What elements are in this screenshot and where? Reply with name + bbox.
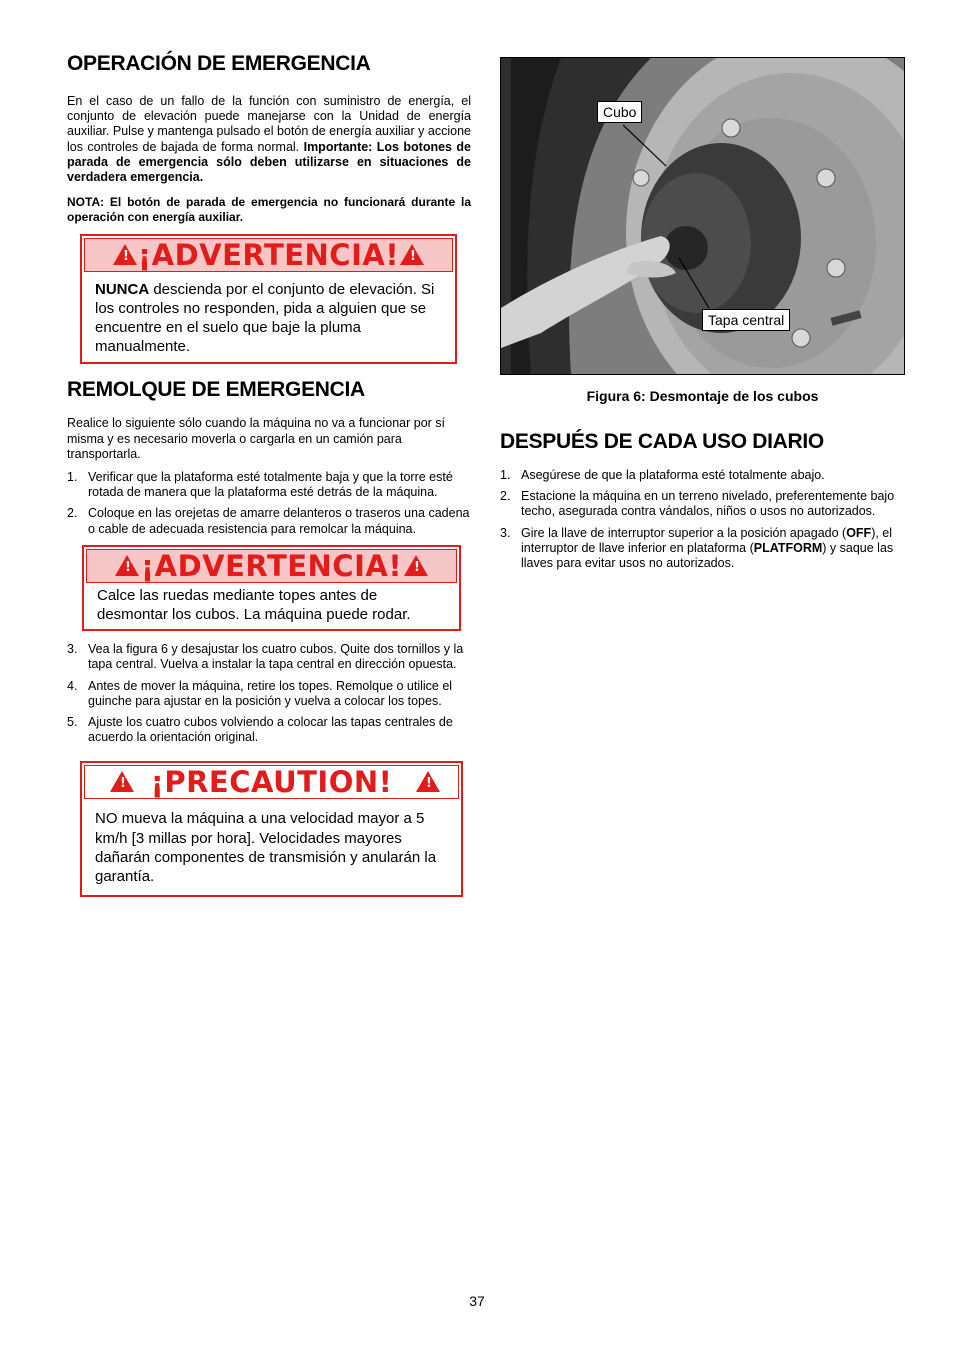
warning-box-descend	[80, 234, 457, 365]
emergency-stop-note: NOTA: El botón de parada de emergencia no funcionará durante la operación con energía auxiliar.	[67, 195, 471, 225]
step-text: Asegúrese de que la plataforma esté totalmente abajo.	[521, 468, 825, 482]
caution-header-title: ¡PRECAUTION!	[150, 765, 393, 800]
warning-triangle-icon: !	[416, 771, 440, 792]
wheel-hub-photo	[500, 57, 905, 375]
emergency-operation-text: En el caso de un fallo de la función con suministro de energía, el conjunto de elevación puede manejarse con la Unidad de energía auxiliar. Pulse y mantenga pulsado el botón de energía auxiliar y accione los controles de bajada de forma normal.	[67, 94, 471, 154]
step-text: Antes de mover la máquina, retire los topes. Remolque o utilice el guinche para ajustar en la posición y vuelva a colocar los topes.	[88, 678, 453, 708]
after-use-steps	[500, 468, 905, 571]
warning-bold-never: NUNCA	[95, 280, 150, 298]
warning-triangle-icon: !	[115, 555, 139, 576]
towing-steps-b	[67, 642, 471, 745]
warning-header-title: ¡ADVERTENCIA!	[137, 237, 400, 272]
emergency-operation-paragraph	[67, 94, 471, 185]
caution-header	[84, 765, 459, 799]
list-item	[67, 679, 471, 709]
section-title-after-daily-use: DESPUÉS DE CADA USO DIARIO	[500, 430, 824, 453]
section-title-emergency-towing: REMOLQUE DE EMERGENCIA	[67, 378, 365, 402]
emergency-operation-important: Importante: Los botones de parada de emergencia sólo deben utilizarse en situaciones de verdadera emergencia.	[67, 139, 472, 185]
warning-body: Calce las ruedas mediante topes antes de desmontar los cubos. La máquina puede rodar.	[97, 586, 411, 624]
step-number: 3.	[67, 642, 78, 657]
step-text: ) y saque las llaves para evitar usos no autorizados.	[521, 540, 894, 571]
warning-triangle-icon: !	[110, 771, 134, 792]
right-column	[500, 430, 905, 571]
caution-body: NO mueva la máquina a una velocidad mayor a 5 km/h [3 millas por hora]. Velocidades mayores dañarán componentes de transmisión y anularán la garantía.	[95, 810, 437, 886]
step-number: 1.	[67, 470, 78, 485]
step-text: Vea la figura 6 y desajustar los cuatro cubos. Quite dos tornillos y la tapa central. Vuelva a instalar la tapa central en dirección opuesta.	[88, 642, 464, 672]
list-item	[67, 715, 471, 745]
warning-triangle-icon: !	[400, 244, 424, 265]
left-column	[67, 52, 471, 897]
step-number: 2.	[67, 506, 78, 521]
page-number: 37	[469, 1293, 485, 1309]
warning-text: descienda por el conjunto de elevación. Si los controles no responden, pida a alguien que se encuentre en el suelo que baje la pluma manualmente.	[95, 280, 435, 356]
towing-steps-a	[67, 470, 471, 537]
step-text: Ajuste los cuatro cubos volviendo a colocar las tapas centrales de acuerdo la orientación original.	[88, 715, 453, 745]
step-text: Gire la llave de interruptor superior a la posición apagado (	[521, 525, 847, 540]
warning-triangle-icon: !	[404, 555, 428, 576]
warning-header-title: ¡ADVERTENCIA!	[140, 548, 403, 583]
step-text: Coloque en las orejetas de amarre delanteros o traseros una cadena o cable de adecuada resistencia para remolcar la máquina.	[88, 506, 470, 536]
step-number: 1.	[500, 468, 511, 482]
figure-label-center-cap: Tapa central	[702, 309, 790, 331]
list-item	[500, 489, 905, 519]
warning-triangle-icon: !	[113, 244, 137, 265]
step-text: Estacione la máquina en un terreno nivelado, preferentemente bajo techo, asegurada contra vándalos, niños o usos no autorizados.	[521, 489, 895, 519]
warning-header	[86, 549, 457, 583]
caution-box-speed	[80, 761, 463, 897]
step-text: Verificar que la plataforma esté totalmente baja y que la torre esté rotada de manera que la plataforma esté detrás de la máquina.	[88, 470, 453, 500]
step-number: 4.	[67, 678, 78, 693]
step-text: ), el interruptor de llave inferior en plataforma (	[521, 525, 893, 555]
list-item	[67, 642, 471, 672]
list-item	[67, 506, 471, 536]
step-number: 2.	[500, 489, 511, 504]
section-title-emergency-operation: OPERACIÓN DE EMERGENCIA	[67, 52, 371, 75]
towing-intro: Realice lo siguiente sólo cuando la máquina no va a funcionar por sí misma y es necesario moverla o cargarla en un camión para transportarla.	[67, 416, 446, 461]
list-item	[500, 526, 905, 572]
list-item	[500, 468, 905, 483]
platform-keyword: PLATFORM	[753, 540, 823, 555]
warning-box-chock-wheels	[82, 545, 461, 631]
figure-label-hub: Cubo	[597, 101, 642, 123]
figure-caption: Figura 6: Desmontaje de los cubos	[586, 388, 819, 404]
list-item	[67, 470, 471, 500]
step-number: 3.	[500, 525, 511, 540]
warning-body	[82, 272, 455, 363]
step-number: 5.	[67, 715, 78, 730]
off-keyword: OFF	[846, 525, 872, 540]
warning-header	[84, 238, 453, 272]
